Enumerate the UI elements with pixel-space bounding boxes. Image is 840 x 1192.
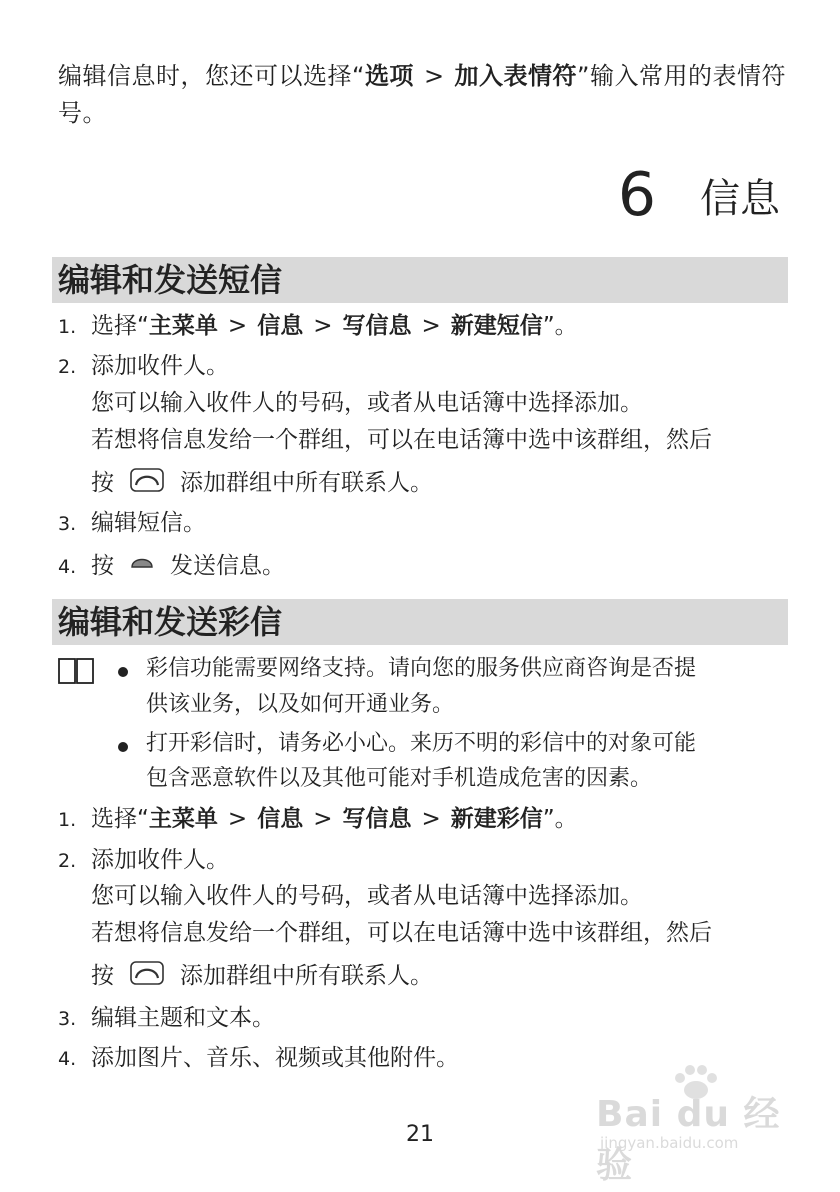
path-separator: > xyxy=(313,313,333,339)
menu-path-main: 主菜单 xyxy=(148,806,218,832)
path-separator: > xyxy=(421,313,441,339)
path-separator: > xyxy=(227,313,248,339)
step-number: 3. xyxy=(58,513,77,535)
step-number: 1. xyxy=(58,316,77,338)
step-text: 选择“ xyxy=(91,806,149,832)
note-1-line-b: 供该业务，以及如何开通业务。 xyxy=(146,692,455,717)
step-number: 1. xyxy=(58,809,77,831)
mms-step-2-detail-b: 若想将信息发给一个群组，可以在电话簿中选中该群组，然后 xyxy=(91,920,712,946)
watermark-url: jingyan.baidu.com xyxy=(600,1134,739,1152)
step-text: 添加图片、音乐、视频或其他附件。 xyxy=(91,1045,459,1071)
note-2-line-b: 包含恶意软件以及其他可能对手机造成危害的因素。 xyxy=(146,766,653,791)
step-number: 2. xyxy=(58,356,77,378)
intro-emoji-option: 加入表情符 xyxy=(454,62,578,90)
step-text: 按 xyxy=(91,553,114,579)
step-text: 编辑短信。 xyxy=(91,510,206,536)
step-text: 添加群组中所有联系人。 xyxy=(180,470,433,496)
section-heading-mms: 编辑和发送彩信 xyxy=(52,599,788,645)
menu-path-new-mms: 新建彩信 xyxy=(450,806,543,832)
mms-step-3 xyxy=(58,1000,275,1037)
step-text: 添加群组中所有联系人。 xyxy=(180,963,433,989)
end-key-icon xyxy=(130,961,164,985)
sms-step-4 xyxy=(58,548,285,585)
watermark-brand: Bai du 经验 xyxy=(596,1094,781,1186)
sms-step-3 xyxy=(58,505,206,542)
intro-paragraph xyxy=(58,58,788,132)
intro-text-b: ”输入常用的表情符号。 xyxy=(58,62,786,127)
step-number: 4. xyxy=(58,556,77,578)
step-text: 按 xyxy=(91,470,114,496)
step-number: 2. xyxy=(58,850,77,872)
bullet-dot xyxy=(118,742,128,752)
mms-step-2 xyxy=(58,842,229,879)
menu-path-write: 写信息 xyxy=(342,313,412,339)
menu-path-write: 写信息 xyxy=(342,806,412,832)
intro-gt: > xyxy=(423,62,445,90)
step-text: 添加收件人。 xyxy=(91,847,229,873)
step-text: 按 xyxy=(91,963,114,989)
sms-step-2-detail-a: 您可以输入收件人的号码，或者从电话簿中选择添加。 xyxy=(91,390,643,416)
chapter-number: 6 xyxy=(617,160,656,230)
end-key-icon xyxy=(130,468,164,492)
menu-path-messages: 信息 xyxy=(257,313,304,339)
note-2-line-a: 打开彩信时，请务必小心。来历不明的彩信中的对象可能 xyxy=(146,731,697,756)
mms-step-2-detail-c xyxy=(91,958,433,994)
note-book-icon xyxy=(58,656,94,686)
note-1-line-a: 彩信功能需要网络支持。请向您的服务供应商咨询是否提 xyxy=(146,656,697,681)
step-text: ”。 xyxy=(542,806,578,832)
step-text: 添加收件人。 xyxy=(91,353,229,379)
menu-path-main: 主菜单 xyxy=(148,313,218,339)
step-number: 4. xyxy=(58,1048,77,1070)
sms-step-2-detail-c xyxy=(91,465,433,501)
sms-step-1 xyxy=(58,308,578,345)
path-separator: > xyxy=(227,806,248,832)
step-number: 3. xyxy=(58,1008,77,1030)
page-number: 21 xyxy=(406,1122,434,1147)
mms-step-4 xyxy=(58,1040,459,1077)
bullet-dot xyxy=(118,667,128,677)
intro-option: 选项 xyxy=(364,62,414,90)
path-separator: > xyxy=(421,806,441,832)
step-text: 编辑主题和文本。 xyxy=(91,1005,275,1031)
path-separator: > xyxy=(313,806,333,832)
section-heading-sms: 编辑和发送短信 xyxy=(52,257,788,303)
step-text: 选择“ xyxy=(91,313,149,339)
intro-text-a: 编辑信息时，您还可以选择“ xyxy=(58,62,365,90)
baidu-watermark xyxy=(596,1068,796,1186)
mms-step-2-detail-a: 您可以输入收件人的号码，或者从电话簿中选择添加。 xyxy=(91,883,643,909)
mms-step-1 xyxy=(58,801,578,838)
menu-path-new-sms: 新建短信 xyxy=(450,313,543,339)
send-key-icon xyxy=(130,553,154,571)
chapter-name: 信息 xyxy=(700,175,780,222)
menu-path-messages: 信息 xyxy=(257,806,304,832)
step-text: ”。 xyxy=(542,313,578,339)
sms-step-2-detail-b: 若想将信息发给一个群组，可以在电话簿中选中该群组，然后 xyxy=(91,427,712,453)
chapter-title xyxy=(618,160,780,230)
step-text: 发送信息。 xyxy=(170,553,285,579)
sms-step-2 xyxy=(58,348,229,385)
